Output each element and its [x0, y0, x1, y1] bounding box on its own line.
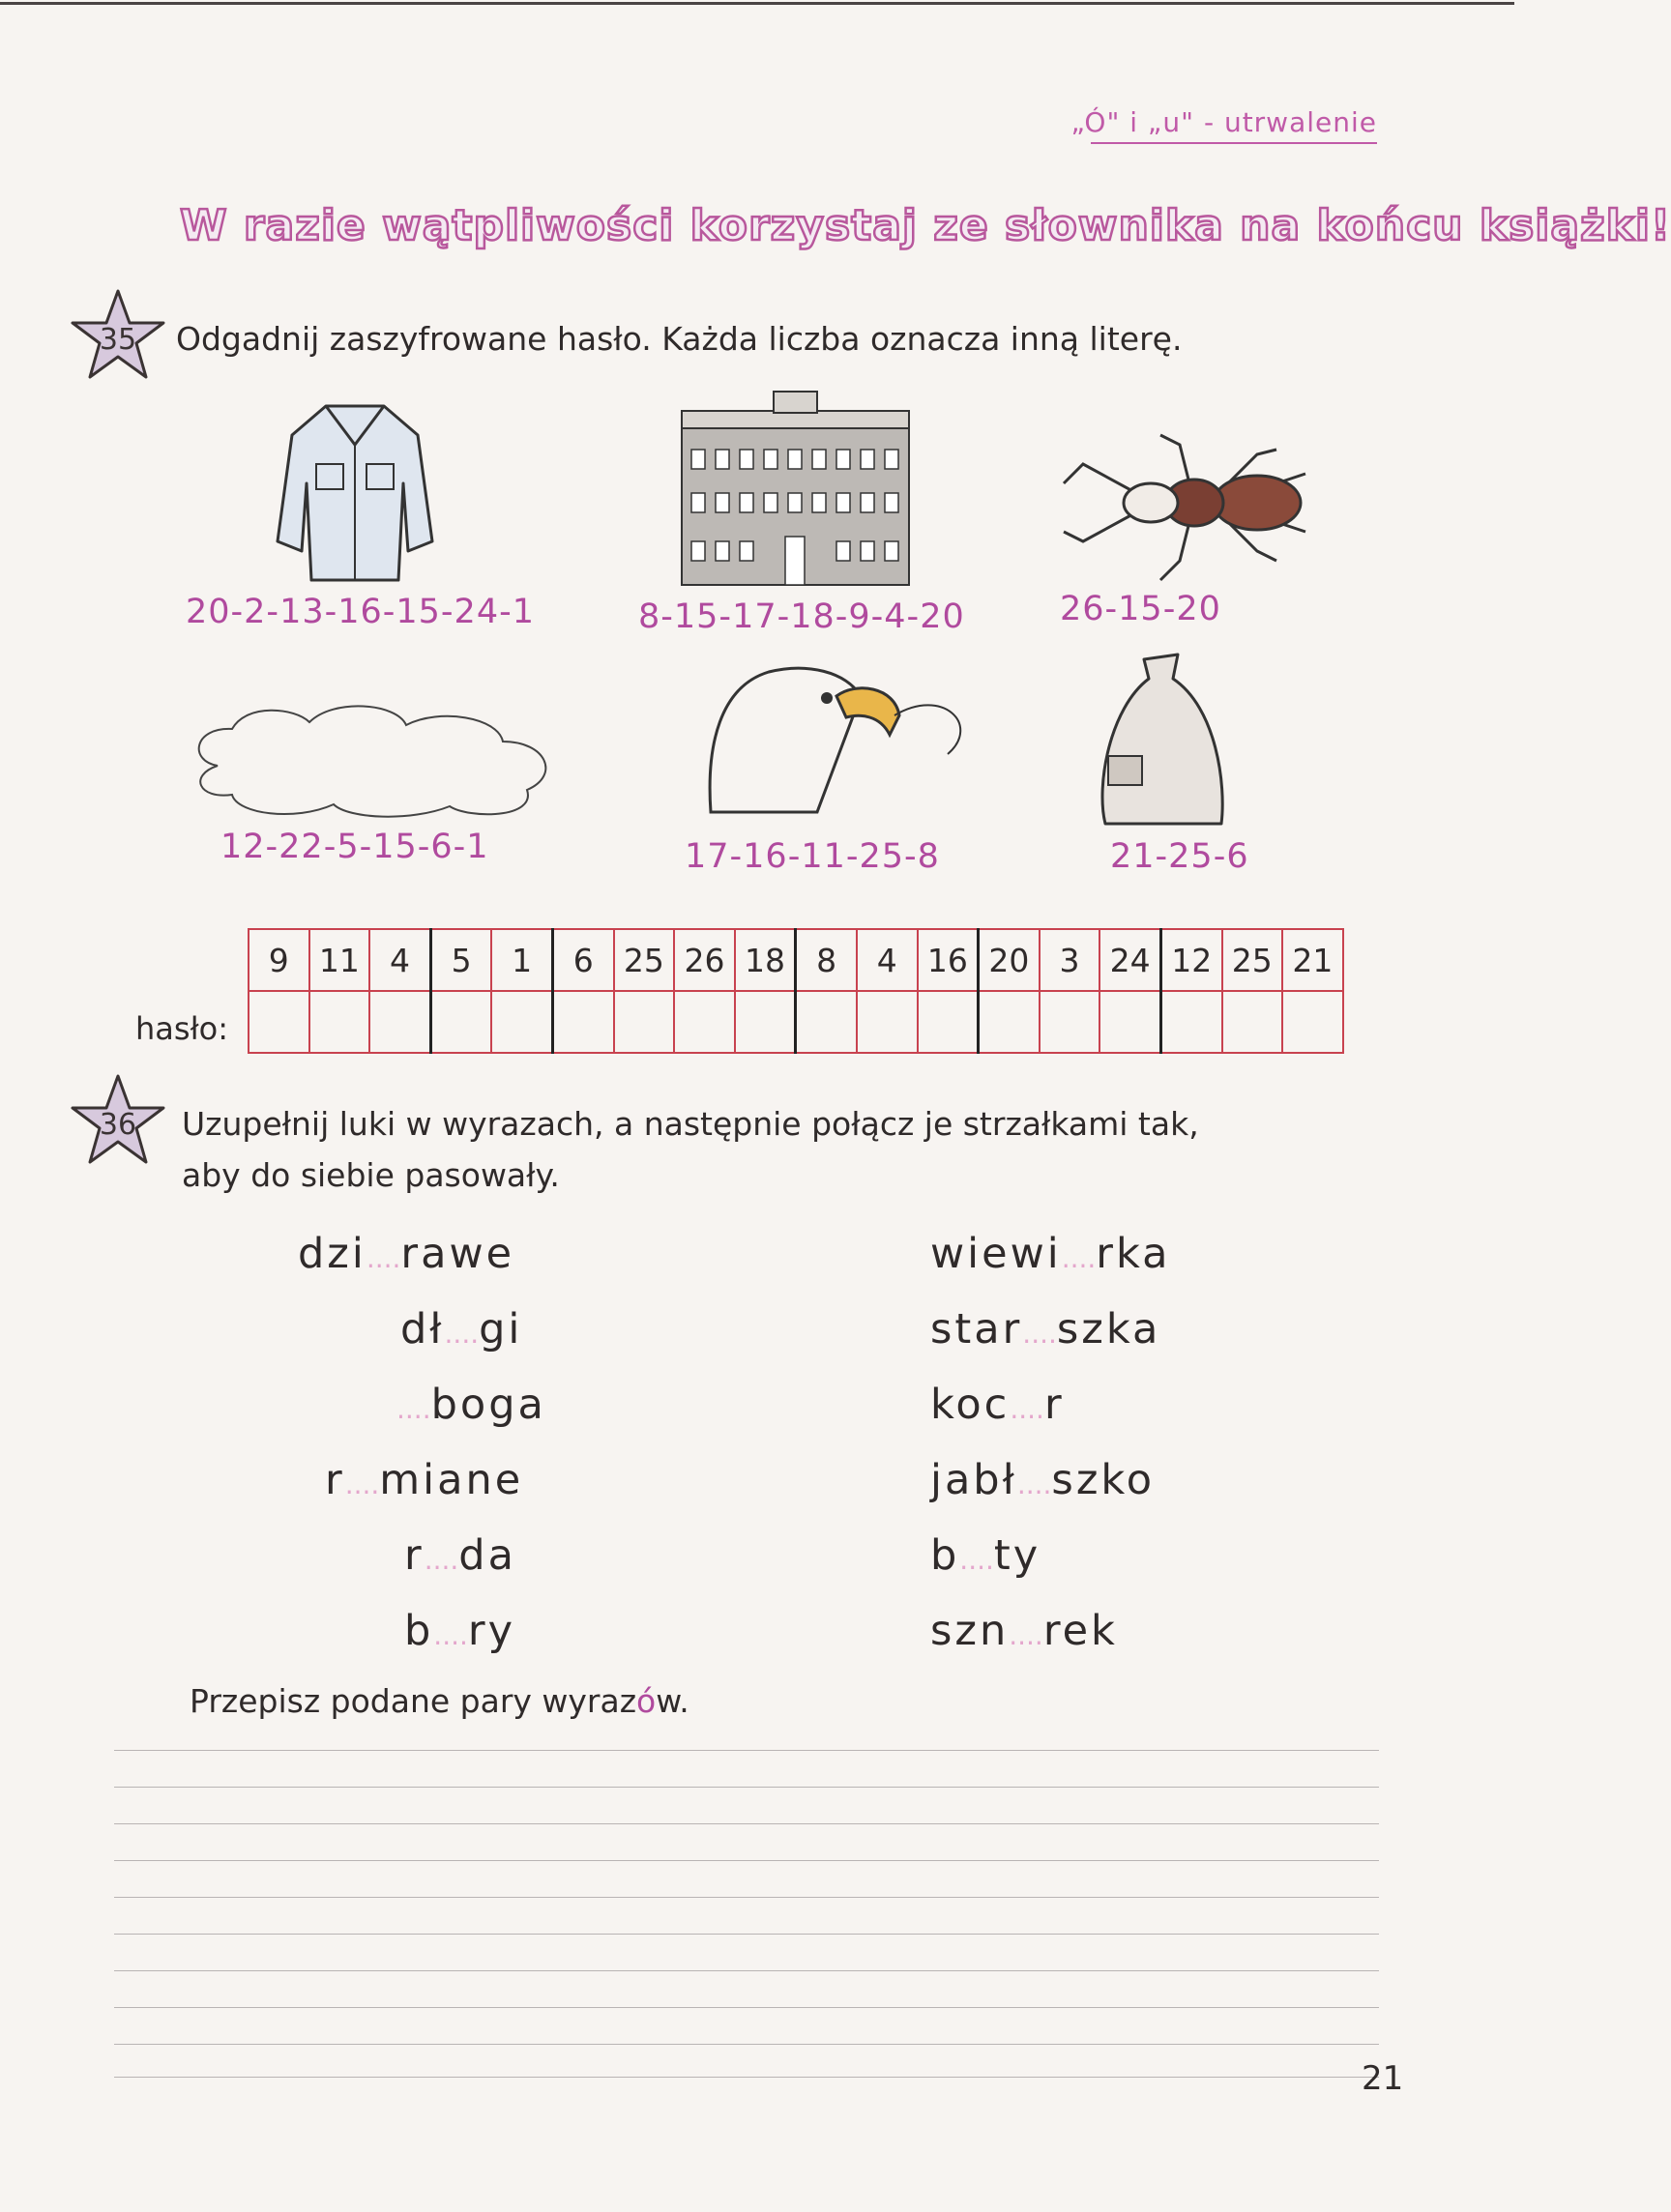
writing-line[interactable]	[114, 1750, 1379, 1751]
answer-cell[interactable]	[918, 991, 979, 1053]
right-word[interactable]: star....szka	[930, 1305, 1161, 1353]
answer-cell[interactable]	[1040, 991, 1100, 1053]
answer-cell[interactable]	[796, 991, 857, 1053]
grid-number: 26	[674, 929, 735, 991]
grid-number: 20	[979, 929, 1040, 991]
right-word[interactable]: wiewi....rka	[930, 1230, 1171, 1278]
sack-code: 21-25-6	[1110, 837, 1249, 876]
right-word[interactable]: koc....r	[930, 1381, 1065, 1429]
grid-number: 24	[1099, 929, 1160, 991]
eagle-code: 17-16-11-25-8	[685, 837, 940, 876]
grid-number: 5	[430, 929, 491, 991]
answer-cell[interactable]	[249, 991, 309, 1053]
answer-row[interactable]	[249, 991, 1343, 1053]
right-word[interactable]: b....ty	[930, 1531, 1041, 1580]
left-word[interactable]: dzi....rawe	[298, 1230, 515, 1278]
building-icon	[677, 387, 914, 594]
task-36-instruction-line1: Uzupełnij luki w wyrazach, a następnie połącz je strzałkami tak,	[182, 1105, 1199, 1143]
answer-cell[interactable]	[430, 991, 491, 1053]
left-word[interactable]: ....boga	[396, 1381, 546, 1429]
password-grid	[248, 928, 1344, 1054]
grid-number: 16	[918, 929, 979, 991]
grid-number: 11	[309, 929, 370, 991]
eagle-icon	[701, 657, 982, 826]
answer-cell[interactable]	[369, 991, 430, 1053]
top-border	[0, 2, 1514, 5]
task-35-instruction: Odgadnij zaszyfrowane hasło. Każda liczba oznacza inną literę.	[176, 320, 1183, 358]
grid-number: 9	[249, 929, 309, 991]
cloud-code: 12-22-5-15-6-1	[220, 828, 489, 866]
answer-cell[interactable]	[674, 991, 735, 1053]
grid-number: 1	[491, 929, 552, 991]
password-label: hasło:	[135, 1010, 229, 1047]
task-35-star-icon	[70, 286, 166, 383]
shirt-icon	[273, 396, 437, 594]
grid-number: 25	[1222, 929, 1283, 991]
sack-icon	[1091, 650, 1236, 837]
right-word[interactable]: jabł....szko	[930, 1456, 1156, 1504]
writing-line[interactable]	[114, 1787, 1379, 1788]
left-word[interactable]: dł....gi	[400, 1305, 523, 1353]
cloud-icon	[179, 698, 566, 828]
grid-number: 8	[796, 929, 857, 991]
dictionary-banner: W razie wątpliwości korzystaj ze słownika na końcu książki!	[180, 201, 1671, 250]
grid-number: 25	[614, 929, 675, 991]
answer-cell[interactable]	[552, 991, 613, 1053]
grid-number: 6	[552, 929, 613, 991]
grid-number: 12	[1160, 929, 1221, 991]
answer-cell[interactable]	[614, 991, 675, 1053]
writing-line[interactable]	[114, 1934, 1379, 1935]
beetle-code: 26-15-20	[1060, 590, 1221, 628]
writing-line[interactable]	[114, 1897, 1379, 1898]
page-number: 21	[1362, 2059, 1404, 2098]
writing-line[interactable]	[114, 1860, 1379, 1861]
grid-number: 3	[1040, 929, 1100, 991]
beetle-icon	[1044, 425, 1325, 594]
writing-line[interactable]	[114, 2044, 1379, 2045]
writing-line[interactable]	[114, 2007, 1379, 2008]
answer-cell[interactable]	[1282, 991, 1343, 1053]
answer-cell[interactable]	[491, 991, 552, 1053]
writing-line[interactable]	[114, 1970, 1379, 1971]
task-36-star-icon	[70, 1071, 166, 1168]
writing-line[interactable]	[114, 1823, 1379, 1824]
number-row	[249, 929, 1343, 991]
grid-number: 4	[369, 929, 430, 991]
right-word[interactable]: szn....rek	[930, 1607, 1118, 1655]
section-title-underline	[1091, 142, 1377, 144]
answer-cell[interactable]	[1160, 991, 1221, 1053]
grid-number: 4	[857, 929, 918, 991]
grid-number: 21	[1282, 929, 1343, 991]
copy-instruction: Przepisz podane pary wyrazów.	[190, 1682, 689, 1720]
writing-line[interactable]	[114, 2077, 1379, 2078]
left-word[interactable]: r....miane	[325, 1456, 524, 1504]
task-36-instruction-line2: aby do siebie pasowały.	[182, 1156, 560, 1194]
task-35-number: 35	[99, 322, 137, 357]
answer-cell[interactable]	[857, 991, 918, 1053]
left-word[interactable]: b....ry	[404, 1607, 516, 1655]
answer-cell[interactable]	[735, 991, 796, 1053]
answer-cell[interactable]	[1222, 991, 1283, 1053]
shirt-code: 20-2-13-16-15-24-1	[186, 593, 535, 631]
answer-cell[interactable]	[1099, 991, 1160, 1053]
left-word[interactable]: r....da	[404, 1531, 516, 1580]
answer-cell[interactable]	[979, 991, 1040, 1053]
building-code: 8-15-17-18-9-4-20	[638, 597, 965, 636]
task-36-number: 36	[99, 1107, 137, 1142]
grid-number: 18	[735, 929, 796, 991]
answer-cell[interactable]	[309, 991, 370, 1053]
section-title: „Ó" i „u" - utrwalenie	[1070, 106, 1377, 138]
